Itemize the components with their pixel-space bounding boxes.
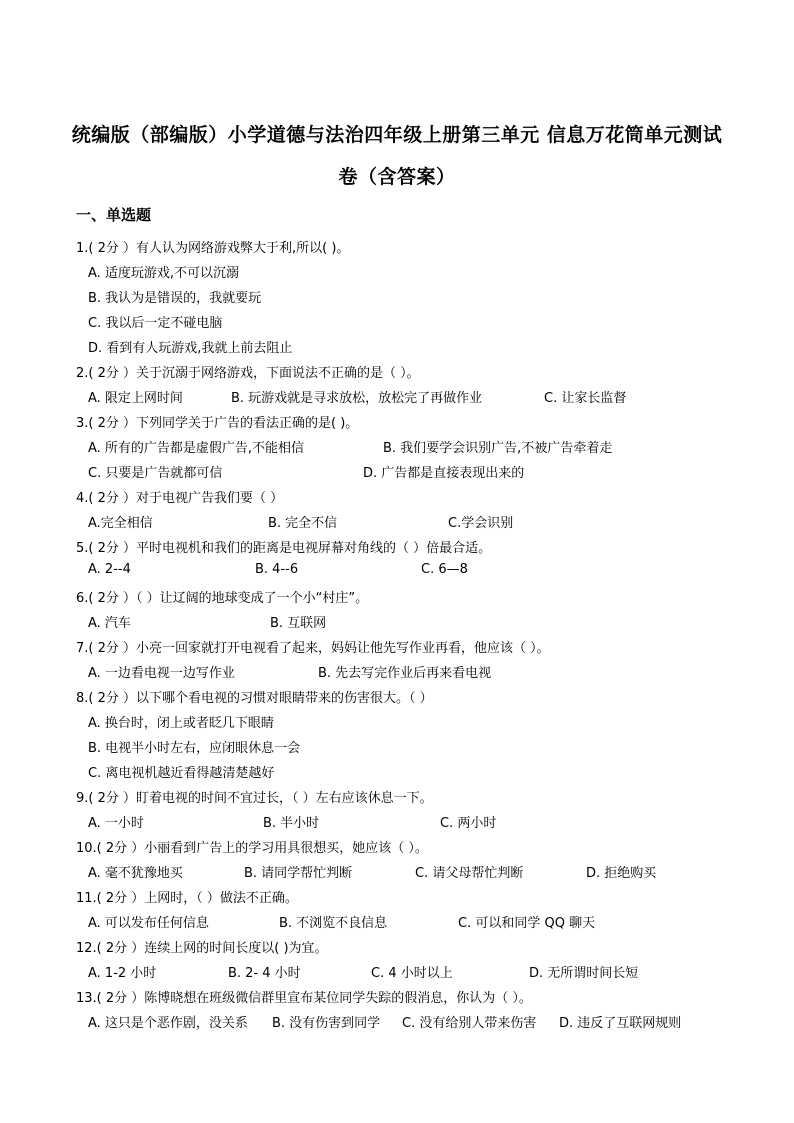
question-stem: 1.( 2分 ）有人认为网络游戏弊大于利,所以( )。: [76, 241, 350, 256]
question-stem: 11.( 2分 ）上网时，（ ）做法不正确。: [76, 891, 298, 906]
question-option: C. 没有给别人带来伤害: [402, 1016, 537, 1031]
question-option: B. 我认为是错误的，我就要玩: [88, 291, 262, 306]
question-option: A. 适度玩游戏,不可以沉溺: [88, 266, 240, 281]
question-option: C. 请父母帮忙判断: [415, 866, 524, 881]
question-option: C.学会识别: [448, 516, 514, 531]
question-option: C. 让家长监督: [544, 391, 627, 406]
document-title-line1: 统编版（部编版）小学道德与法治四年级上册第三单元 信息万花筒单元测试: [71, 124, 723, 146]
question-option: B. 请同学帮忙判断: [244, 866, 353, 881]
question-option: A.完全相信: [88, 516, 153, 531]
question-option: B. 半小时: [263, 816, 320, 831]
question-option: B. 我们要学会识别广告,不被广告牵着走: [383, 441, 613, 456]
question-option: A. 所有的广告都是虚假广告,不能相信: [88, 441, 305, 456]
question-stem: 10.( 2分 ）小丽看到广告上的学习用具很想买，她应该（ ）。: [76, 841, 428, 856]
question-option: B. 电视半小时左右，应闭眼休息一会: [88, 741, 301, 756]
question-option: C. 4 小时以上: [371, 966, 453, 981]
question-option: A. 毫不犹豫地买: [88, 866, 183, 881]
question-option: A. 这只是个恶作剧，没关系: [88, 1016, 248, 1031]
question-option: A. 一边看电视一边写作业: [88, 666, 235, 681]
question-option: A. 2--4: [88, 562, 131, 577]
question-stem: 4.( 2分 ）对于电视广告我们要（ ）: [76, 491, 284, 506]
question-option: A. 可以发布任何信息: [88, 916, 209, 931]
question-option: A. 汽车: [88, 616, 131, 631]
question-stem: 9.( 2分 ）盯着电视的时间不宜过长，（ ）左右应该休息一下。: [76, 791, 433, 806]
question-stem: 2.( 2分 ）关于沉溺于网络游戏，下面说法不正确的是（ ）。: [76, 366, 420, 381]
question-option: A. 换台时，闭上或者眨几下眼睛: [88, 716, 274, 731]
question-option: B. 不浏览不良信息: [279, 916, 388, 931]
question-stem: 8.( 2分 ）以下哪个看电视的习惯对眼睛带来的伤害很大。（ ）: [76, 691, 433, 706]
question-option: B. 没有伤害到同学: [272, 1016, 381, 1031]
question-option: C. 6—8: [421, 562, 468, 577]
question-stem: 7.( 2分 ）小亮一回家就打开电视看了起来，妈妈让他先写作业再看，他应该（ ）。: [76, 641, 550, 656]
question-stem: 3.( 2分 ）下列同学关于广告的看法正确的是( )。: [76, 416, 359, 431]
question-option: A. 一小时: [88, 816, 144, 831]
question-option: C. 两小时: [440, 816, 497, 831]
question-option: D. 看到有人玩游戏,我就上前去阻止: [88, 341, 293, 356]
question-option: C. 可以和同学 QQ 聊天: [458, 916, 596, 931]
question-option: B. 完全不信: [268, 516, 338, 531]
question-stem: 12.( 2分 ）连续上网的时间长度以( )为宜。: [76, 941, 328, 956]
question-option: B. 先去写完作业后再来看电视: [318, 666, 492, 681]
question-stem: 6.( 2分 ）（ ）让辽阔的地球变成了一个小“村庄”。: [76, 591, 369, 606]
question-option: D. 拒绝购买: [586, 866, 657, 881]
question-option: B. 玩游戏就是寻求放松，放松完了再做作业: [231, 391, 483, 406]
question-option: C. 我以后一定不碰电脑: [88, 316, 223, 331]
question-option: C. 只要是广告就都可信: [88, 466, 223, 481]
question-option: D. 无所谓时间长短: [529, 966, 639, 981]
question-option: B. 2- 4 小时: [228, 966, 301, 981]
question-stem: 5.( 2分 ）平时电视机和我们的距离是电视屏幕对角线的（ ）倍最合适。: [76, 541, 492, 556]
question-stem: 13.( 2分 ）陈博晓想在班级微信群里宣布某位同学失踪的假消息，你认为（ ）。: [76, 991, 532, 1006]
question-option: A. 限定上网时间: [88, 391, 183, 406]
question-option: D. 广告都是直接表现出来的: [363, 466, 525, 481]
section-heading: 一、单选题: [76, 206, 152, 224]
question-option: A. 1-2 小时: [88, 966, 157, 981]
question-option: D. 违反了互联网规则: [559, 1016, 682, 1031]
document-title-line2: 卷（含答案）: [338, 166, 456, 188]
question-option: B. 互联网: [270, 616, 327, 631]
question-option: B. 4--6: [255, 562, 299, 577]
question-option: C. 离电视机越近看得越清楚越好: [88, 766, 275, 781]
